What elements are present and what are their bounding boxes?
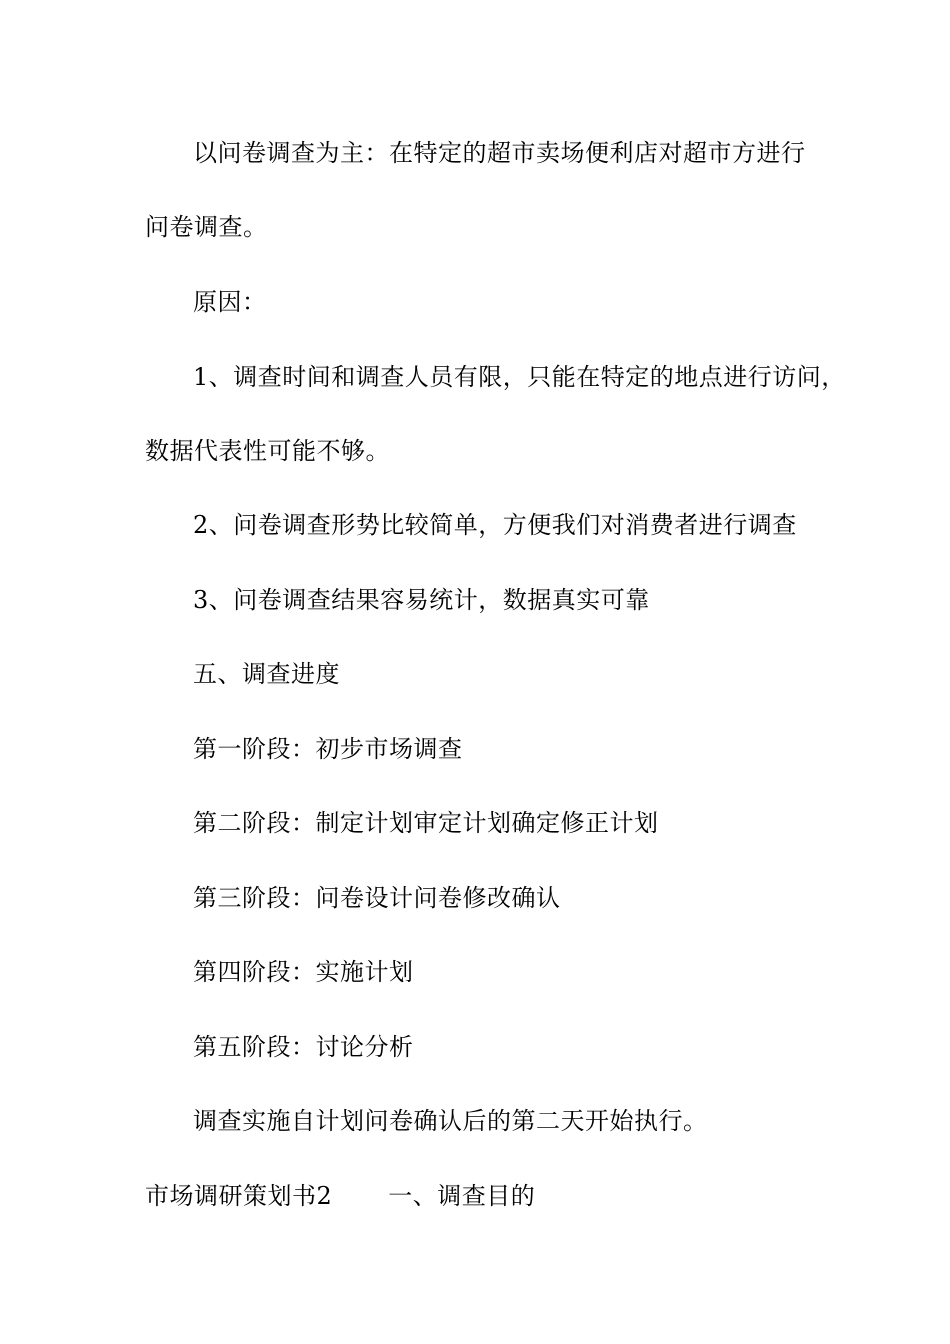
footer-title: 市场调研策划书2	[145, 1182, 333, 1210]
section-heading-progress: 五、调查进度	[193, 660, 340, 688]
paragraph-reason-3: 3、问卷调查结果容易统计，数据真实可靠	[193, 586, 650, 614]
paragraph-stage-1: 第一阶段：初步市场调查	[193, 735, 463, 763]
footer-line	[145, 1181, 535, 1211]
paragraph-method-cont: 问卷调查。	[145, 213, 268, 241]
paragraph-reason-2: 2、问卷调查形势比较简单，方便我们对消费者进行调查	[193, 511, 797, 539]
footer-heading: 一、调查目的	[388, 1182, 536, 1210]
paragraph-reason-1: 1、调查时间和调查人员有限，只能在特定的地点进行访问，	[193, 363, 846, 391]
paragraph-reason-heading: 原因：	[193, 288, 267, 316]
paragraph-reason-1-cont: 数据代表性可能不够。	[145, 437, 390, 465]
paragraph-stage-4: 第四阶段：实施计划	[193, 958, 414, 986]
paragraph-execution: 调查实施自计划问卷确认后的第二天开始执行。	[193, 1107, 708, 1135]
paragraph-method: 以问卷调查为主：在特定的超市卖场便利店对超市方进行	[193, 139, 806, 167]
paragraph-stage-2: 第二阶段：制定计划审定计划确定修正计划	[193, 809, 659, 837]
paragraph-stage-3: 第三阶段：问卷设计问卷修改确认	[193, 884, 561, 912]
paragraph-stage-5: 第五阶段：讨论分析	[193, 1033, 414, 1061]
